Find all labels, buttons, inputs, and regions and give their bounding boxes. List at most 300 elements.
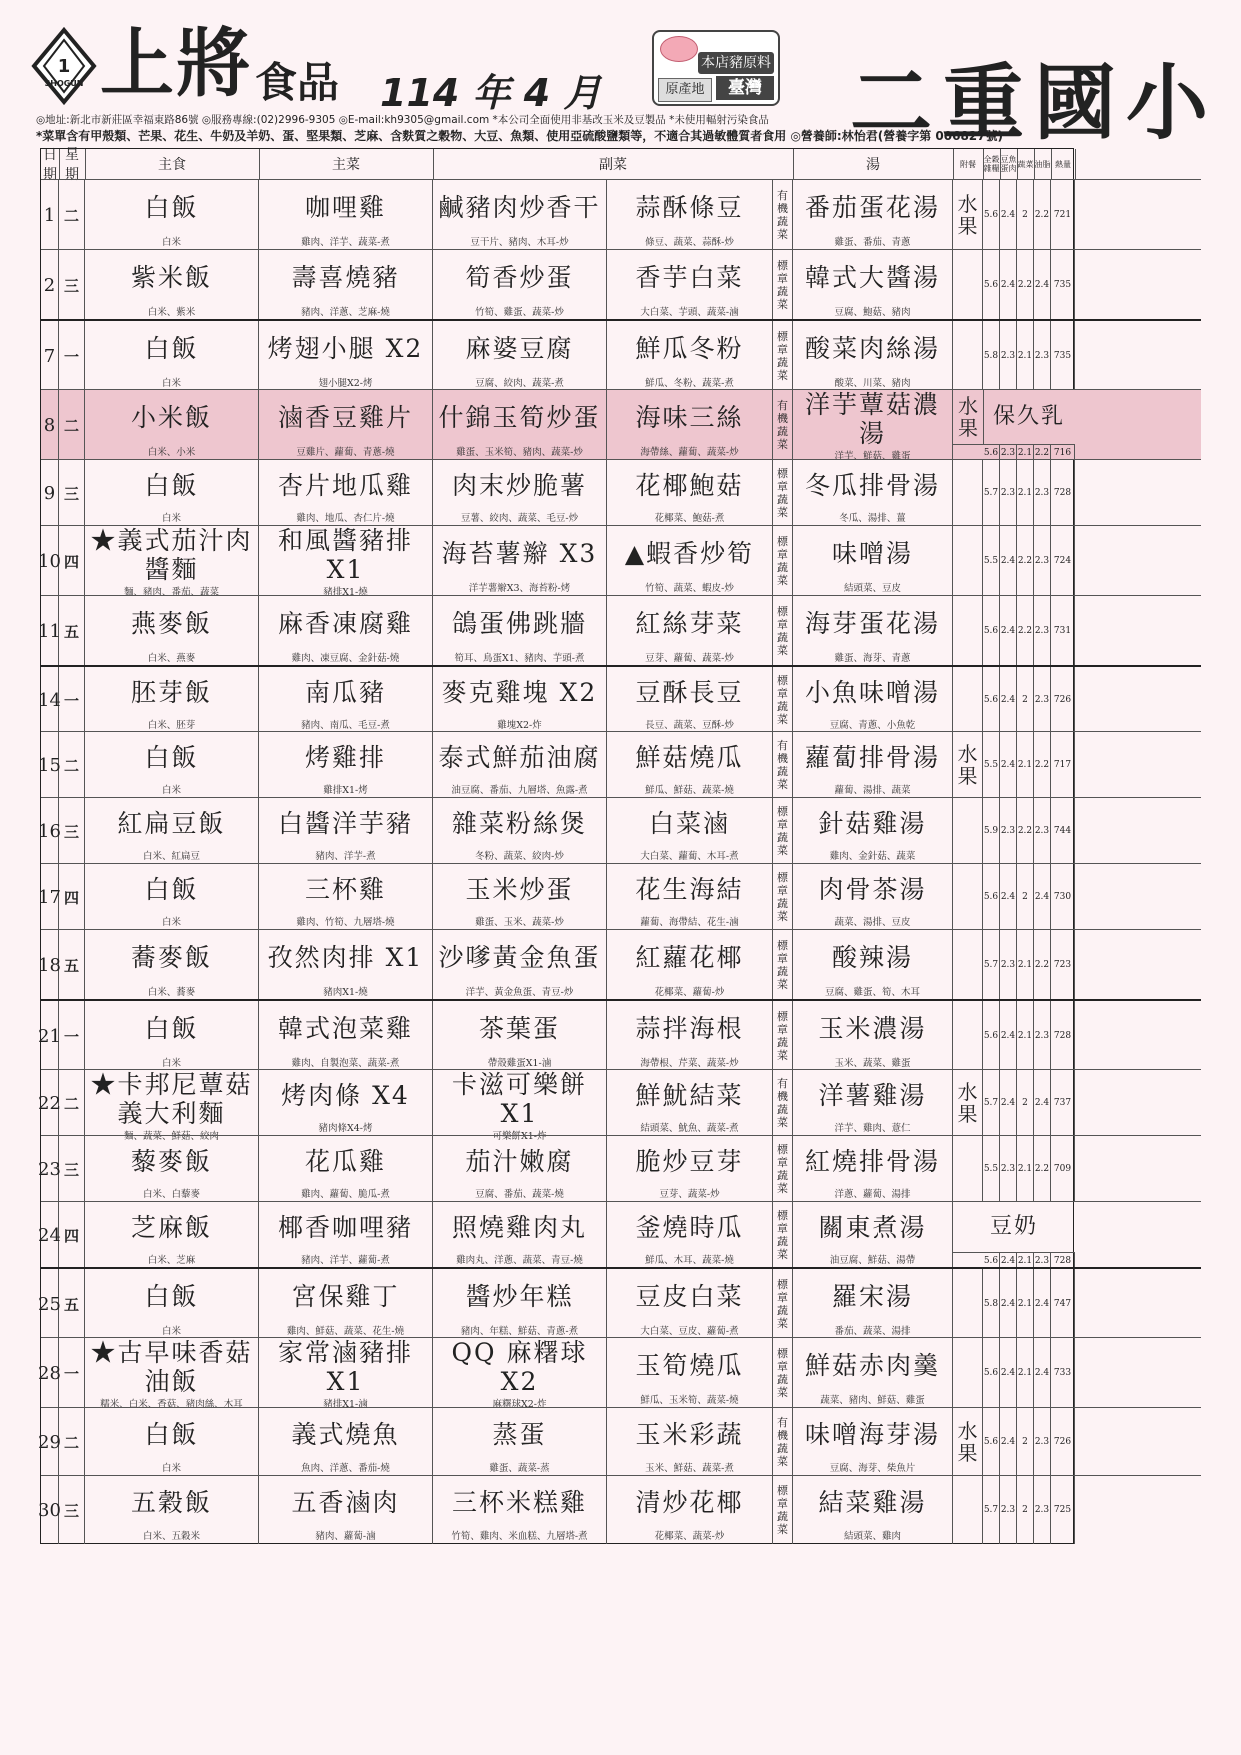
soup-dish	[793, 526, 953, 596]
row-date: 14	[41, 667, 59, 733]
nutrition-value: 2.1	[1017, 460, 1034, 526]
side-dish-1-name: 沙嗲黃金魚蛋	[438, 942, 601, 972]
row-weekday: 一	[59, 321, 85, 391]
menu-row	[38, 665, 1201, 733]
side-dish-1	[433, 930, 607, 1000]
side-dish-2	[607, 1269, 773, 1339]
side-dish-2-ingredients: 大白菜、豆皮、蘿蔔-煮	[640, 1326, 739, 1337]
staple-dish	[85, 864, 259, 930]
main-dish-name: 家常滷豬排 X1	[277, 1338, 413, 1396]
nutrition-value: 735	[1051, 250, 1075, 320]
staple-dish	[85, 180, 259, 250]
soup-dish-ingredients: 豆腐、雞蛋、筍、木耳	[824, 987, 920, 998]
main-dish-name: 花瓜雞	[304, 1146, 386, 1176]
side-dish-1	[433, 1001, 607, 1071]
fruit-label	[953, 1001, 983, 1071]
soup-dish-ingredients: 蔬菜、豬肉、鮮菇、雞蛋	[820, 1395, 925, 1406]
nutrition-value: 2.4	[1000, 526, 1017, 596]
nutrition-value: 2.4	[1000, 667, 1017, 733]
side-dish-2-name: 脆炒豆芽	[635, 1146, 744, 1176]
soup-dish-name: 蘿蔔排骨湯	[804, 742, 940, 772]
staple-dish-name: 藜麥飯	[130, 1146, 212, 1176]
soup-dish	[793, 321, 953, 391]
staple-dish-ingredients: 白米	[161, 1058, 181, 1069]
menu-row	[38, 863, 1201, 930]
menu-row	[38, 1135, 1201, 1202]
row-weekday: 三	[59, 1476, 85, 1544]
side-dish-2-name: 鮮菇燒瓜	[635, 742, 744, 772]
side-dish-1	[433, 864, 607, 930]
side-dish-2-name: 釜燒時瓜	[635, 1212, 744, 1242]
veg-label: 標章蔬菜	[773, 1136, 793, 1202]
soup-dish	[793, 1070, 953, 1136]
side-dish-1-name: 茄汁嫩腐	[465, 1146, 574, 1176]
nutrition-value: 709	[1051, 1136, 1075, 1202]
side-dish-1-name: QQ 麻糬球 X2	[451, 1338, 588, 1396]
bonus-drink-label: 保久乳	[992, 404, 1065, 429]
soup-dish-name: 肉骨茶湯	[818, 874, 927, 904]
soup-dish-name: 韓式大醬湯	[804, 262, 940, 292]
row-weekday: 二	[59, 732, 85, 798]
row-weekday: 四	[59, 864, 85, 930]
row-date: 7	[41, 321, 59, 391]
soup-dish-name: 紅燒排骨湯	[804, 1146, 940, 1176]
main-dish	[259, 180, 433, 250]
side-dish-2-ingredients: 鮮瓜、鮮菇、蔬菜-燒	[645, 785, 734, 796]
soup-dish	[793, 864, 953, 930]
nutrition-value: 747	[1051, 1269, 1075, 1339]
side-dish-2-ingredients: 鮮瓜、冬粉、蔬菜-煮	[645, 378, 734, 389]
nutrition-value: 2.1	[1017, 445, 1034, 460]
staple-dish-name: 紅扁豆飯	[117, 808, 226, 838]
main-dish-name: 烤雞排	[304, 742, 386, 772]
soup-dish-name: 酸辣湯	[831, 942, 913, 972]
nutrition-value: 5.7	[983, 1476, 1000, 1544]
nutrition-value: 5.6	[983, 667, 1000, 733]
side-dish-1-name: 照燒雞肉丸	[451, 1212, 587, 1242]
nutrition-value: 2.4	[1000, 1269, 1017, 1339]
side-dish-2-name: 玉筍燒瓜	[635, 1350, 744, 1380]
row-date: 16	[41, 798, 59, 864]
side-dish-2-ingredients: 花椰菜、鮑菇-煮	[654, 513, 725, 524]
row-weekday: 四	[59, 526, 85, 596]
side-dish-2-name: 豆皮白菜	[635, 1281, 744, 1311]
nutrition-value: 5.7	[983, 1070, 1000, 1136]
nutrition-value: 2.1	[1017, 1253, 1034, 1268]
side-dish-1-name: 什錦玉筍炒蛋	[438, 402, 601, 432]
main-dish-ingredients: 雞肉、蘿蔔、脆瓜-煮	[301, 1189, 390, 1200]
menu-row	[41, 389, 1201, 460]
side-dish-2-ingredients: 結頭菜、魷魚、蔬菜-煮	[640, 1123, 739, 1134]
main-dish-name: 烤翅小腿 X2	[267, 333, 424, 363]
soup-dish-ingredients: 雞蛋、海芽、青蔥	[834, 653, 911, 664]
extras-top	[953, 1202, 1075, 1252]
main-dish-ingredients: 豬排X1-燒	[323, 587, 368, 598]
main-dish	[259, 1070, 433, 1136]
staple-dish-ingredients: 白米、蕎麥	[147, 987, 196, 998]
side-dish-2-ingredients: 豆芽、蔬菜-炒	[659, 1189, 720, 1200]
veg-label: 標章蔬菜	[773, 864, 793, 930]
main-dish-ingredients: 雞肉、竹筍、九層塔-燒	[296, 917, 395, 928]
side-dish-1	[433, 1070, 607, 1142]
nutrition-value: 737	[1051, 1070, 1075, 1136]
main-dish-name: 宮保雞丁	[291, 1281, 400, 1311]
fruit-label	[953, 667, 983, 733]
staple-dish	[85, 798, 259, 864]
menu-row	[38, 1407, 1201, 1476]
side-dish-2	[607, 596, 773, 666]
fruit-label	[953, 526, 983, 596]
side-dish-1-ingredients: 雞蛋、玉米筍、豬肉、蔬菜-炒	[456, 447, 583, 458]
main-dish-name: 麻香凍腐雞	[277, 608, 413, 638]
nutrition-value: 2.3	[1034, 667, 1051, 733]
menu-row	[38, 999, 1201, 1071]
side-dish-1-ingredients: 雞蛋、玉米、蔬菜-炒	[475, 917, 564, 928]
nutrition-value: 2.3	[1034, 596, 1051, 666]
row-weekday: 二	[59, 1408, 85, 1476]
nutrition-value: 2.1	[1017, 930, 1034, 1000]
side-dish-1	[433, 1476, 607, 1544]
veg-label: 標章蔬菜	[773, 1202, 793, 1268]
side-dish-1-name: 鴿蛋佛跳牆	[451, 608, 587, 638]
nutrition-value: 2.2	[1034, 445, 1051, 460]
nutrition-bar	[953, 1252, 1075, 1268]
veg-label: 標章蔬菜	[773, 1338, 793, 1408]
side-dish-1	[433, 460, 607, 526]
side-dish-2-ingredients: 蘿蔔、海帶結、花生-滷	[640, 917, 739, 928]
staple-dish	[85, 1408, 259, 1476]
nutrition-value: 728	[1051, 1001, 1075, 1071]
main-dish-name: 白醬洋芋豬	[277, 808, 413, 838]
row-weekday: 一	[59, 667, 85, 733]
veg-label: 有機蔬菜	[773, 732, 793, 798]
row-date: 30	[41, 1476, 59, 1544]
row-date: 2	[41, 250, 59, 320]
veg-label: 標章蔬菜	[773, 667, 793, 733]
staple-dish-name: 白飯	[144, 1013, 199, 1043]
main-dish-ingredients: 豬肉、蘿蔔-滷	[315, 1531, 376, 1542]
side-dish-1-ingredients: 可樂餅X1-炸	[492, 1131, 547, 1142]
row-weekday: 三	[59, 250, 85, 320]
main-dish-name: 烤肉條 X4	[281, 1080, 410, 1110]
shogun-logo-icon	[32, 28, 96, 108]
side-dish-1-ingredients: 洋芋、黃金魚蛋、青豆-炒	[465, 987, 574, 998]
nutrition-value: 2.4	[1034, 250, 1051, 320]
main-dish	[259, 667, 433, 733]
side-dish-1	[433, 1408, 607, 1476]
soup-dish	[793, 180, 953, 250]
side-dish-1-ingredients: 豆腐、番茄、蔬菜-燒	[475, 1189, 564, 1200]
row-date: 23	[41, 1136, 59, 1202]
side-dish-2-name: 花椰鮑菇	[635, 470, 744, 500]
staple-dish-ingredients: 白米	[161, 513, 181, 524]
fruit-label	[953, 1269, 983, 1339]
soup-dish	[793, 596, 953, 666]
nutrition-value: 5.6	[983, 1408, 1000, 1476]
soup-dish-ingredients: 蘿蔔、湯排、蔬菜	[834, 785, 911, 796]
menu-row	[38, 1267, 1201, 1339]
header-protein: 豆魚蛋肉	[1000, 149, 1018, 179]
fruit-label	[953, 864, 983, 930]
nutrition-value: 725	[1051, 1476, 1075, 1544]
nutrition-value: 2	[1017, 864, 1034, 930]
veg-label: 標章蔬菜	[773, 250, 793, 320]
fruit-label	[953, 596, 983, 666]
staple-dish	[85, 321, 259, 391]
main-dish	[259, 1476, 433, 1544]
side-dish-2-ingredients: 海帶根、芹菜、蔬菜-炒	[640, 1058, 739, 1069]
fruit-label: 水果	[953, 390, 984, 444]
nutrition-value: 5.5	[983, 732, 1000, 798]
staple-dish	[85, 526, 259, 596]
row-date: 8	[41, 390, 59, 460]
row-weekday: 五	[59, 930, 85, 1000]
side-dish-1	[433, 667, 607, 733]
soup-dish-ingredients: 結頭菜、雞肉	[843, 1531, 901, 1542]
main-dish-name: 杏片地瓜雞	[277, 470, 413, 500]
soup-dish-name: 羅宋湯	[831, 1281, 913, 1311]
nutrition-value: 2.2	[1017, 798, 1034, 864]
veg-label: 標章蔬菜	[773, 596, 793, 666]
side-dish-2-ingredients: 豆芽、蘿蔔、蔬菜-炒	[645, 653, 734, 664]
nutrition-value: 733	[1051, 1338, 1075, 1408]
side-dish-1-name: 醬炒年糕	[465, 1281, 574, 1311]
staple-dish-ingredients: 白米	[161, 1326, 181, 1337]
side-dish-2-name: 花生海結	[635, 874, 744, 904]
header-oil: 油脂	[1034, 149, 1052, 179]
menu-period: 114 年 4 月	[380, 71, 602, 115]
main-dish-name: 壽喜燒豬	[291, 262, 400, 292]
main-dish	[259, 930, 433, 1000]
soup-dish-name: 結菜雞湯	[818, 1487, 927, 1517]
staple-dish-ingredients: 白米、五穀米	[142, 1531, 200, 1542]
svg-text:1: 1	[57, 56, 71, 77]
side-dish-2	[607, 1408, 773, 1476]
row-date: 21	[41, 1001, 59, 1071]
staple-dish	[85, 667, 259, 733]
side-dish-1-ingredients: 豆干片、豬肉、木耳-炒	[470, 237, 569, 248]
side-dish-2	[607, 1338, 773, 1408]
side-dish-2-ingredients: 長豆、蔬菜、豆酥-炒	[645, 720, 734, 731]
bonus-drink-label: 豆奶	[989, 1214, 1038, 1239]
header-weekday: 星期	[59, 149, 86, 179]
side-dish-1	[433, 798, 607, 864]
side-dish-1-ingredients: 豆腐、絞肉、蔬菜-煮	[475, 378, 564, 389]
fruit-label	[953, 460, 983, 526]
side-dish-1-name: 筍香炒蛋	[465, 262, 574, 292]
nutrition-value: 5.6	[983, 250, 1000, 320]
side-dish-1	[433, 526, 607, 596]
staple-dish	[85, 1001, 259, 1071]
veg-label: 有機蔬菜	[773, 180, 793, 250]
side-dish-1-ingredients: 雞塊X2-炸	[497, 720, 542, 731]
side-dish-2-name: 鮮魷結菜	[635, 1080, 744, 1110]
main-dish	[259, 250, 433, 320]
extras-top	[953, 390, 1075, 444]
side-dish-1	[433, 1338, 607, 1408]
nutrition-value: 726	[1051, 1408, 1075, 1476]
logo-text: SHOGUN	[44, 79, 84, 88]
main-dish	[259, 460, 433, 526]
main-dish	[259, 596, 433, 666]
staple-dish-ingredients: 白米	[161, 917, 181, 928]
main-dish-ingredients: 雞肉、鮮菇、蔬菜、花生-燒	[286, 1326, 405, 1337]
menu-row	[41, 179, 1201, 250]
row-weekday: 三	[59, 460, 85, 526]
veg-label: 標章蔬菜	[773, 460, 793, 526]
nutrition-value: 2.2	[1017, 250, 1034, 320]
veg-label: 標章蔬菜	[773, 930, 793, 1000]
staple-dish-ingredients: 糯米、白米、香菇、豬肉絲、木耳	[100, 1399, 243, 1410]
fruit-label	[953, 798, 983, 864]
row-weekday: 二	[59, 180, 85, 250]
staple-dish-name: 小米飯	[130, 402, 212, 432]
nutrition-value: 2	[1017, 1070, 1034, 1136]
main-dish-ingredients: 雞排X1-烤	[323, 785, 368, 796]
main-dish-name: 椰香咖哩豬	[277, 1212, 413, 1242]
soup-dish-name: 海芽蛋花湯	[804, 608, 940, 638]
menu-table	[40, 148, 1074, 1544]
side-dish-2	[607, 321, 773, 391]
main-dish-name: 和風醬豬排 X1	[277, 526, 413, 584]
staple-dish-name: 白飯	[144, 742, 199, 772]
row-date: 18	[41, 930, 59, 1000]
staple-dish-ingredients: 白米	[161, 785, 181, 796]
row-weekday: 一	[59, 1338, 85, 1408]
nutrition-value: 2.3	[1000, 1136, 1017, 1202]
nutrition-value: 2.1	[1017, 321, 1034, 391]
nutrition-value: 2.4	[1000, 1070, 1017, 1136]
side-dish-1	[433, 180, 607, 250]
soup-dish-ingredients: 豆腐、海芽、柴魚片	[829, 1463, 916, 1474]
soup-dish	[793, 1476, 953, 1544]
row-date: 25	[41, 1269, 59, 1339]
staple-dish-ingredients: 白米、燕麥	[147, 653, 196, 664]
staple-dish-name: 白飯	[144, 192, 199, 222]
header	[0, 0, 1241, 151]
row-date: 24	[41, 1202, 59, 1268]
main-dish	[259, 1136, 433, 1202]
nutrition-value: 5.7	[983, 460, 1000, 526]
main-dish	[259, 526, 433, 596]
main-dish-ingredients: 豬肉X1-燒	[323, 987, 368, 998]
main-dish-ingredients: 豬肉條X4-烤	[318, 1123, 373, 1134]
main-dish-ingredients: 魚肉、洋蔥、番茄-燒	[301, 1463, 390, 1474]
nutrition-value: 2.2	[1034, 180, 1051, 250]
staple-dish-name: 芝麻飯	[130, 1212, 212, 1242]
header-veg: 蔬菜	[1017, 149, 1035, 179]
side-dish-2	[607, 1202, 773, 1268]
side-dish-1	[433, 390, 607, 460]
main-dish	[259, 1202, 433, 1268]
nutrition-value: 5.6	[983, 864, 1000, 930]
row-date: 17	[41, 864, 59, 930]
fruit-label	[953, 321, 983, 391]
nutrition-value: 5.7	[983, 930, 1000, 1000]
main-dish-ingredients: 雞肉、自製泡菜、蔬菜-煮	[291, 1058, 400, 1069]
staple-dish-ingredients: 白米、小米	[147, 447, 196, 458]
main-dish-ingredients: 豬肉、洋蔥、芝麻-燒	[301, 307, 390, 318]
side-dish-2-name: 鮮瓜冬粉	[635, 333, 744, 363]
header-grain: 全穀雜糧	[983, 149, 1001, 179]
soup-dish	[793, 1338, 953, 1408]
main-dish-ingredients: 豆雞片、蘿蔔、青蔥-燒	[296, 447, 395, 458]
soup-dish	[793, 732, 953, 798]
main-dish-ingredients: 豬肉、洋芋-煮	[315, 851, 376, 862]
menu-row	[38, 595, 1201, 666]
side-dish-1-name: 玉米炒蛋	[465, 874, 574, 904]
nutrition-value: 2.3	[1000, 445, 1017, 460]
soup-dish	[793, 1408, 953, 1476]
side-dish-2-name: 豆酥長豆	[635, 677, 744, 707]
side-dish-2-ingredients: 竹筍、蔬菜、蝦皮-炒	[645, 583, 734, 594]
fruit-label	[953, 250, 983, 320]
main-dish-name: 五香滷肉	[291, 1487, 400, 1517]
side-dish-1	[433, 1269, 607, 1339]
soup-dish	[793, 1136, 953, 1202]
side-dish-2-ingredients: 花椰菜、蘿蔔-炒	[654, 987, 725, 998]
staple-dish-name: ★卡邦尼蕈菇義大利麵	[90, 1070, 253, 1128]
staple-dish-name: 燕麥飯	[130, 608, 212, 638]
side-dish-2	[607, 798, 773, 864]
main-dish	[259, 864, 433, 930]
nutrition-value: 5.9	[983, 798, 1000, 864]
main-dish-name: 南瓜豬	[304, 677, 386, 707]
staple-dish-ingredients: 白米	[161, 1463, 181, 1474]
veg-label: 標章蔬菜	[773, 798, 793, 864]
side-dish-1-name: 肉末炒脆薯	[451, 470, 587, 500]
side-dish-2-name: 清炒花椰	[635, 1487, 744, 1517]
side-dish-1	[433, 321, 607, 391]
nutrition-value: 2.4	[1000, 1408, 1017, 1476]
staple-dish-name: 白飯	[144, 470, 199, 500]
side-dish-2-ingredients: 鮮瓜、玉米筍、蔬菜-燒	[640, 1395, 739, 1406]
nutrition-value: 2.3	[1000, 460, 1017, 526]
header-kcal: 熱量	[1051, 149, 1076, 179]
fruit-label	[953, 1338, 983, 1408]
fruit-label: 水果	[953, 1070, 983, 1136]
staple-dish-ingredients: 白米、紫米	[147, 307, 196, 318]
soup-dish-ingredients: 油豆腐、鮮菇、湯帶	[829, 1255, 916, 1266]
soup-dish-ingredients: 豆腐、青蔥、小魚乾	[829, 720, 916, 731]
menu-row	[38, 525, 1201, 598]
side-dish-2	[607, 1476, 773, 1544]
veg-label: 標章蔬菜	[773, 321, 793, 391]
origin-label: 本店豬原料	[698, 52, 774, 74]
staple-dish	[85, 460, 259, 526]
staple-dish	[85, 1476, 259, 1544]
side-dish-2-name: 紅絲芽菜	[635, 608, 744, 638]
side-dish-2-name: 香芋白菜	[635, 262, 744, 292]
nutrition-value: 728	[1051, 460, 1075, 526]
main-dish	[259, 1408, 433, 1476]
soup-dish-ingredients: 洋蔥、蘿蔔、湯排	[834, 1189, 911, 1200]
side-dish-2-ingredients: 鮮瓜、木耳、蔬菜-燒	[645, 1255, 734, 1266]
staple-dish-name: ★古早味香菇油飯	[90, 1338, 253, 1396]
soup-dish	[793, 1202, 953, 1268]
menu-row	[38, 1475, 1201, 1544]
main-dish-name: 韓式泡菜雞	[277, 1013, 413, 1043]
row-weekday: 三	[59, 1136, 85, 1202]
main-dish	[259, 1269, 433, 1339]
nutrition-value: 2.4	[1034, 1269, 1051, 1339]
nutrition-value: 2.1	[1017, 1338, 1034, 1408]
side-dish-1-name: 蒸蛋	[492, 1419, 547, 1449]
nutrition-value: 2.3	[1034, 1001, 1051, 1071]
staple-dish-name: 白飯	[144, 874, 199, 904]
row-weekday: 四	[59, 1202, 85, 1268]
nutrition-value: 2.3	[1034, 321, 1051, 391]
